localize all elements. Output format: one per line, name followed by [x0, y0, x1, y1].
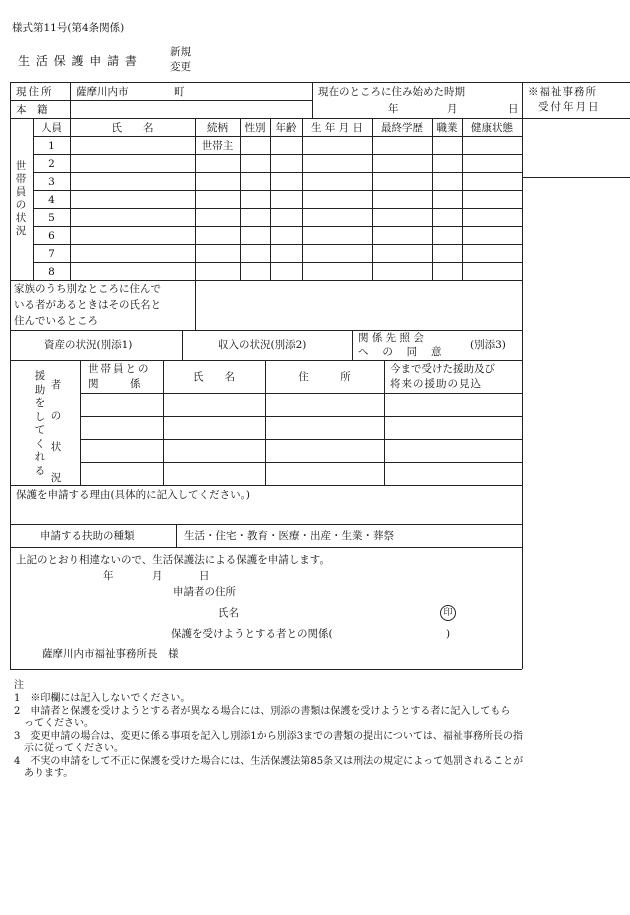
addressee: 薩摩川内市福祉事務所長 様 [42, 648, 179, 660]
consent-label-2: へ の 同 意 [358, 346, 442, 358]
form-title: 生 活 保 護 申 請 書 [18, 54, 138, 68]
office-label: ※福祉事務所 [528, 86, 597, 98]
address-city: 薩摩川内市 [76, 86, 129, 98]
reason-label: 保護を申請する理由(具体的に記入してください。) [16, 489, 250, 501]
note-item: 1 ※印欄には記入しないでください。 [14, 693, 191, 704]
col-supporter-name: 氏 名 [193, 371, 235, 383]
declaration-text: 上記のとおり相違ないので、生活保護法による保護を申請します。 [16, 554, 330, 566]
declaration-day: 日 [199, 570, 210, 582]
office-date-label: 受付年月日 [538, 101, 601, 113]
col-education: 最終学歴 [381, 122, 423, 134]
col-age: 年齢 [275, 122, 297, 134]
consent-label-1: 関 係 先 照 会 [358, 332, 424, 344]
household-side-label: 世 帯 員 の 状 況 [15, 160, 27, 237]
row-number: 5 [48, 212, 55, 224]
since-month: 月 [447, 103, 458, 115]
relation-label: 保護を受けようとする者との関係( [171, 628, 333, 640]
note-item: 2 申請者と保護を受けようとする者が異なる場合には、別添の書類は保護を受けようとする者に記入してもら [14, 706, 511, 717]
supporter-side-label-a: 援 助 を し て く れ る [34, 370, 46, 477]
since-year: 年 [388, 103, 399, 115]
row-number: 6 [48, 230, 55, 242]
notes-heading: 注 [14, 680, 24, 691]
row-number: 4 [48, 194, 55, 206]
income-label: 収入の状況(別添2) [218, 339, 307, 351]
option-change: 変更 [170, 61, 191, 73]
row-number: 8 [48, 266, 55, 278]
col-name: 氏 名 [111, 122, 154, 134]
col-sex: 性別 [244, 122, 266, 134]
note-item: 4 不実の申請をして不正に保護を受けた場合には、生活保護法第85条又は刑法の規定によって処罰されることが [14, 756, 524, 767]
address-town: 町 [174, 86, 185, 98]
row-number: 2 [48, 158, 55, 170]
note-item: あります。 [14, 768, 74, 779]
supporter-side-label-b: 者 の 状 況 [50, 379, 62, 484]
col-health: 健康状態 [471, 122, 513, 134]
row-number: 1 [48, 140, 55, 152]
consent-ref: (別添3) [470, 339, 506, 351]
col-supporter-address: 住 所 [298, 371, 351, 383]
option-new: 新規 [170, 46, 191, 58]
col-relation: 続柄 [207, 122, 228, 134]
col-supporter-relation-2: 関 係 [88, 378, 141, 390]
note-item: ってください。 [14, 718, 94, 729]
col-occupation: 職業 [436, 122, 458, 134]
honseki-label: 本 籍 [16, 104, 48, 116]
head-of-household: 世帯主 [201, 140, 234, 152]
note-item: 3 変更申請の場合は、変更に係る事項を記入し別添1から別添3までの書類の提出については、福祉事務所長の指 [14, 731, 523, 742]
since-label: 現在のところに住み始めた時期 [318, 86, 465, 98]
separate-line-1: 家族のうち別なところに住んで [14, 283, 161, 295]
assistance-label: 申請する扶助の種類 [40, 530, 135, 542]
note-item: 示に従ってください。 [14, 743, 124, 754]
row-number: 3 [48, 176, 55, 188]
col-birthdate: 生 年 月 日 [310, 122, 363, 134]
assets-label: 資産の状況(別添1) [44, 339, 133, 351]
separate-line-2: いる者があるときはその氏名と [14, 299, 161, 311]
applicant-name-label: 氏名 [218, 607, 239, 619]
relation-close: ) [446, 628, 451, 640]
declaration-year: 年 [103, 570, 114, 582]
col-supporter-prospect-1: 今まで受けた援助及び [390, 363, 495, 375]
form-number: 様式第11号(第4条関係) [12, 22, 125, 34]
row-number: 7 [48, 248, 55, 260]
applicant-address-label: 申請者の住所 [173, 586, 236, 598]
separate-line-3: 住んでいるところ [14, 315, 98, 327]
col-supporter-prospect-2: 将来の援助の見込 [390, 378, 482, 390]
assistance-options: 生活・住宅・教育・医療・出産・生業・葬祭 [184, 530, 394, 542]
col-members: 人員 [41, 122, 62, 134]
col-supporter-relation-1: 世帯員との [88, 363, 151, 375]
seal-mark: 印 [440, 605, 456, 621]
declaration-month: 月 [152, 570, 163, 582]
since-day: 日 [508, 103, 519, 115]
address-label: 現住所 [16, 86, 54, 98]
